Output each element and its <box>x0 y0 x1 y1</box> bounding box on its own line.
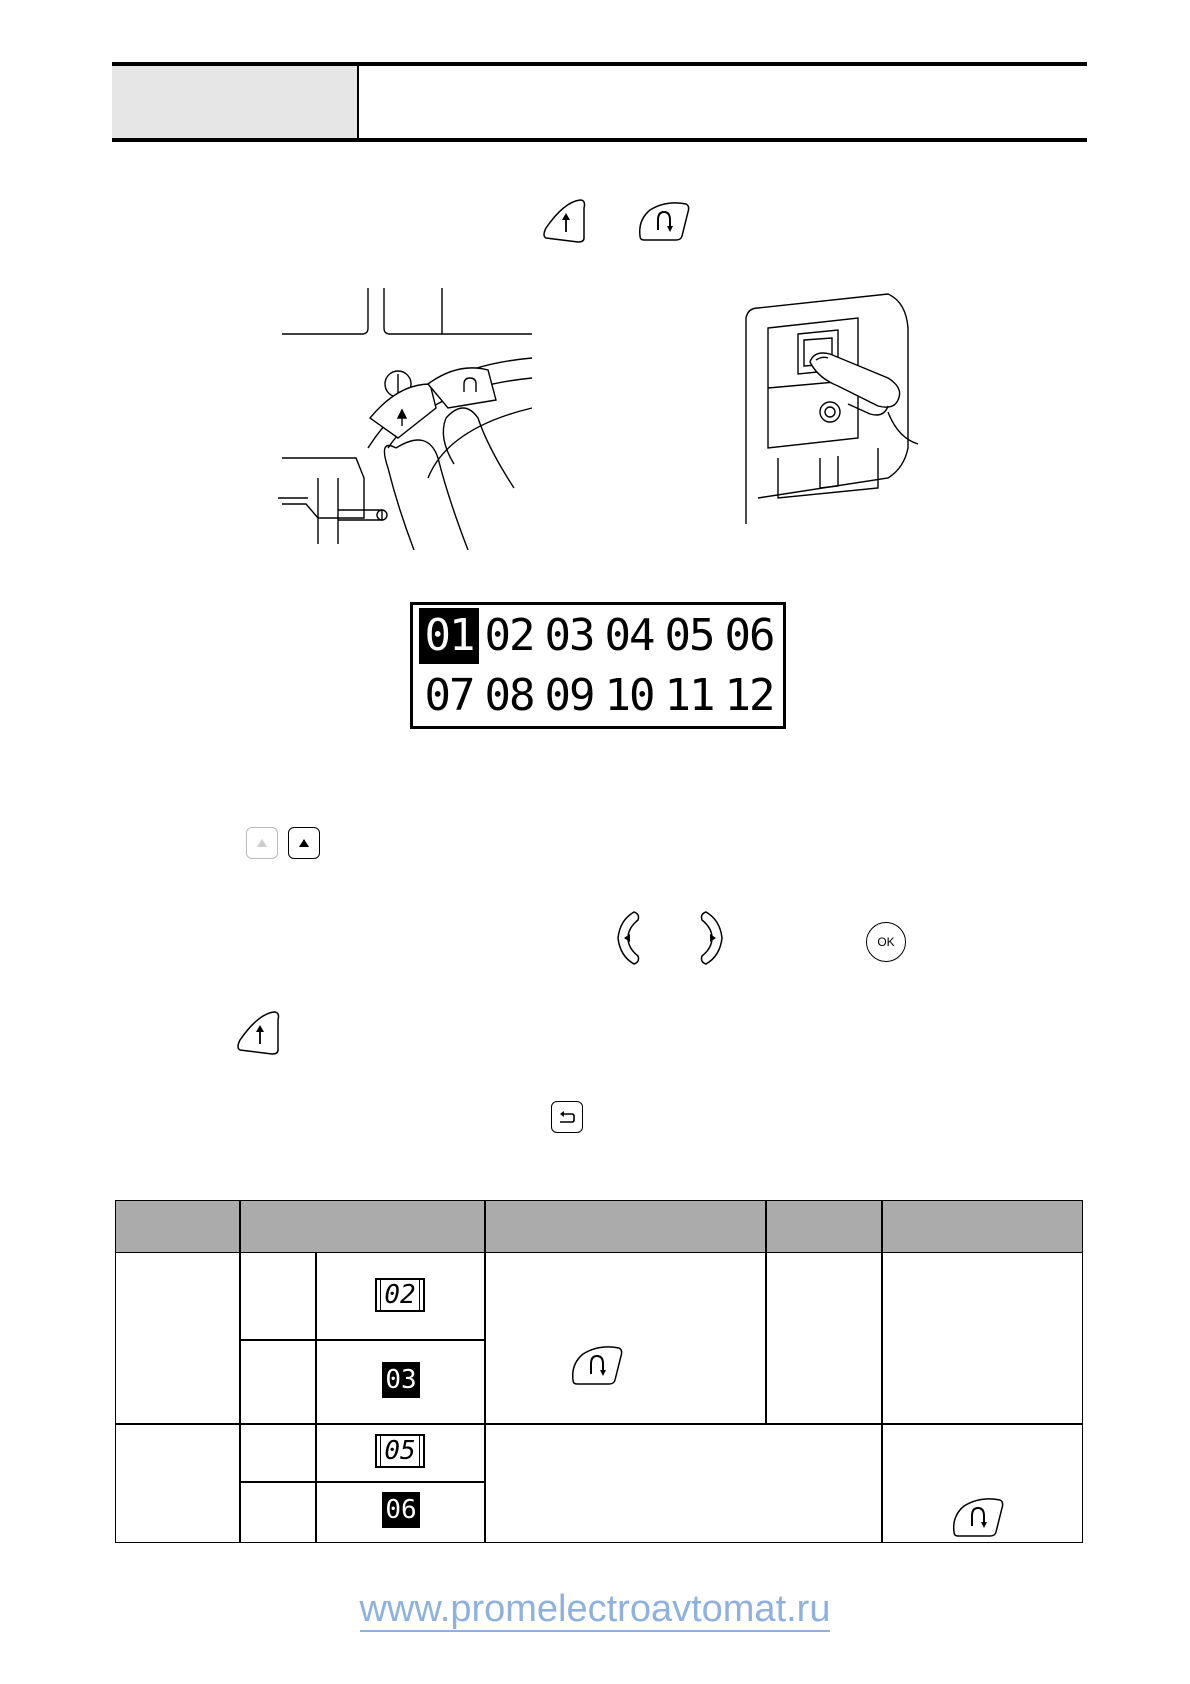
footer-website-link[interactable] <box>0 1588 1190 1631</box>
table-body <box>115 1253 1083 1543</box>
table-display-outline: 02 <box>375 1278 425 1312</box>
table-header-row <box>115 1200 1083 1253</box>
power-switch-illustration <box>738 288 928 524</box>
lcd-number: 11 <box>664 670 714 721</box>
hand-pressing-buttons-illustration <box>278 288 534 550</box>
section-header-divider <box>357 66 359 138</box>
thread-cutter-key-icon <box>950 1496 1004 1538</box>
section-header-label-cell <box>112 66 357 138</box>
ok-key-icon <box>866 922 906 962</box>
needle-up-down-key-icon <box>234 1010 284 1056</box>
lcd-number: 09 <box>544 670 594 721</box>
table-divider <box>115 1423 1083 1425</box>
left-key-icon <box>614 910 642 966</box>
table-divider <box>239 1253 241 1543</box>
up-key-icon <box>288 827 320 859</box>
return-key-icon <box>551 1101 583 1133</box>
lcd-number: 02 <box>484 610 534 661</box>
lcd-number-selected: 01 <box>419 608 479 664</box>
right-key-icon <box>698 910 726 966</box>
up-key-dimmed-icon <box>246 827 278 859</box>
table-display-selected: 03 <box>382 1362 420 1398</box>
table-divider <box>315 1253 317 1543</box>
table-divider <box>239 1339 485 1341</box>
table-header-divider <box>765 1200 767 1253</box>
table-divider <box>239 1481 485 1483</box>
thread-cutter-key-icon <box>636 200 690 242</box>
table-display-selected: 06 <box>382 1492 420 1528</box>
table-divider <box>765 1253 767 1423</box>
settings-table <box>115 1200 1083 1543</box>
ok-key-label: OK <box>877 935 895 949</box>
lcd-number: 03 <box>544 610 594 661</box>
lcd-number: 12 <box>724 670 774 721</box>
section-header-band <box>112 62 1087 142</box>
lcd-number: 08 <box>484 670 534 721</box>
footer-url-text[interactable]: www.promelectroavtomat.ru <box>359 1588 831 1630</box>
table-header-divider <box>239 1200 241 1253</box>
needle-up-down-key-icon <box>540 198 590 244</box>
lcd-number: 07 <box>424 670 474 721</box>
table-divider <box>484 1253 486 1543</box>
table-divider <box>881 1253 883 1543</box>
table-header-divider <box>484 1200 486 1253</box>
table-display-outline: 05 <box>375 1434 425 1468</box>
thread-cutter-key-icon <box>569 1344 623 1386</box>
table-header-divider <box>881 1200 883 1253</box>
lcd-number: 06 <box>724 610 774 661</box>
lcd-number: 05 <box>664 610 714 661</box>
lcd-number: 10 <box>604 670 654 721</box>
lcd-pattern-selector <box>410 602 786 729</box>
lcd-number: 04 <box>604 610 654 661</box>
